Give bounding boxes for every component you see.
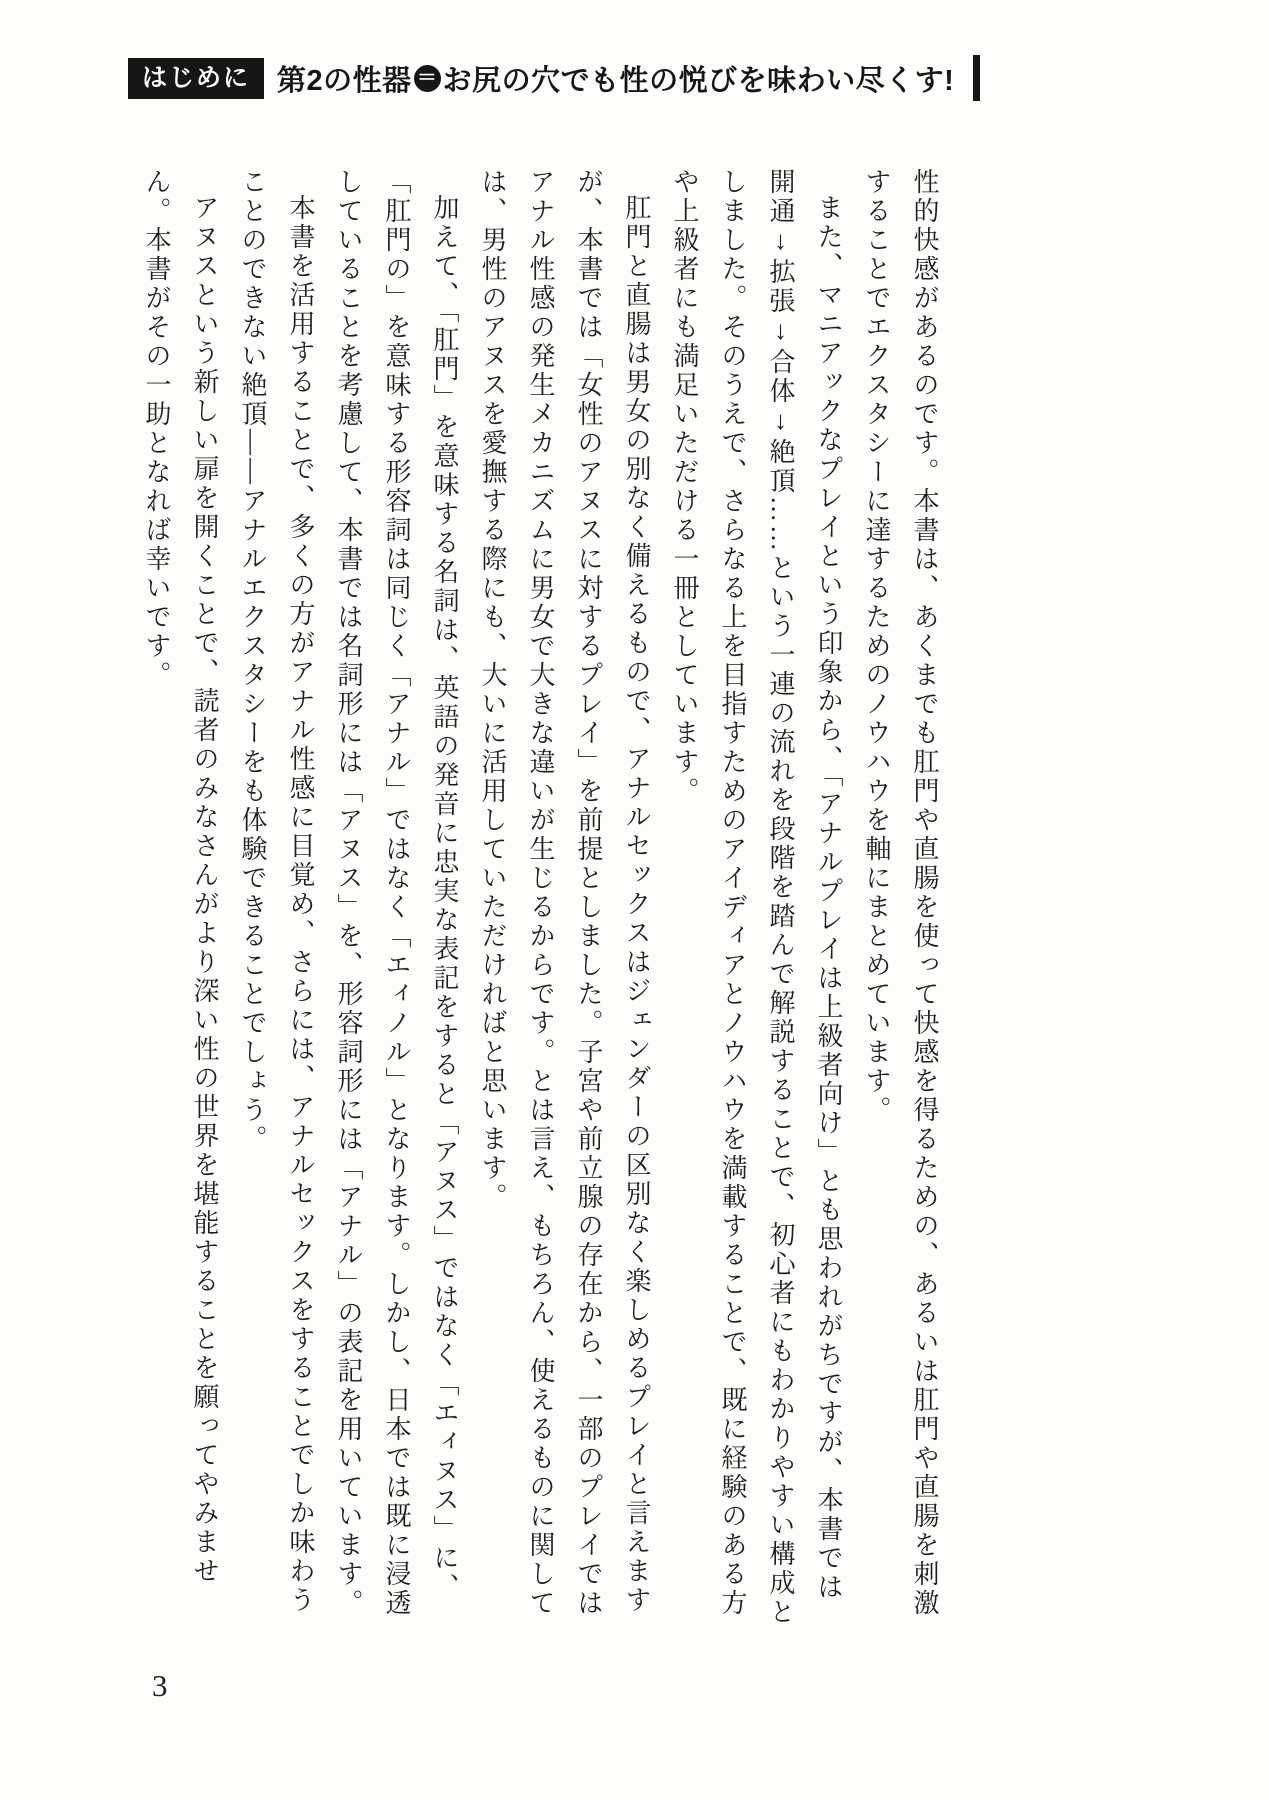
- paragraph: アヌスという新しい扉を開くことで、読者のみなさんがより深い性の世界を堪能することを願ってやみません。本書がその一助となれば幸いです。: [142, 168, 219, 1586]
- chapter-header: [128, 54, 980, 102]
- paragraph: また、マニアックなプレイという印象から、「アナルプレイは上級者向け」とも思われがちですが、本書では開通↓拡張↓合体↓絶頂……という一連の流れを段階を踏んで解説することで、初心者にもわかりやすい構成としました。そのうえで、さらなる上を目指すためのアイディアとノウハウを満載することで、既に経験のある方や上級者にも満足いただける一冊としています。: [670, 168, 843, 1627]
- paragraph: 肛門と直腸は男女の別なく備えるもので、アナルセックスはジェンダーの区別なく楽しめるプレイと言えますが、本書では「女性のアヌスに対するプレイ」を前提としました。子宮や前立腺の存在から、一部のプレイではアナル性感の発生メカニズムに男女で大きな違いが生じるからです。とは言え、もちろん、使えるものに関しては、男性のアヌスを愛撫する際にも、大いに活用していただければと思います。: [478, 168, 651, 1618]
- paragraph: 加えて、「肛門」を意味する名詞は、英語の発音に忠実な表記をすると「アヌス」ではなく「エィヌス」に、「肛門の」を意味する形容詞は同じく「アナル」ではなく「エィノル」となります。しかし、日本では既に浸透していることを考慮して、本書では名詞形には「アヌス」を、形容詞形には「アナル」の表記を用いています。: [334, 168, 459, 1618]
- paragraph: 本書を活用することで、多くの方がアナル性感に目覚め、さらには、アナルセックスをすることでしか味わうことのできない絶頂——アナルエクスタシーをも体験できることでしょう。: [238, 168, 315, 1615]
- page-title-suffix: お尻の穴でも性の悦びを味わい尽くす!: [442, 64, 955, 97]
- title-end-bar: [973, 55, 980, 101]
- paragraph: 性的快感があるのです。本書は、あくまでも肛門や直腸を使って快感を得るための、あるいは肛門や直腸を刺激することでエクスタシーに達するためのノウハウを軸にまとめています。: [862, 168, 939, 1618]
- section-label: はじめに: [128, 58, 264, 99]
- circled-equals-icon: ＝: [414, 65, 441, 92]
- page-title-prefix: 第2の性器: [277, 64, 412, 97]
- body-text: [130, 168, 948, 1630]
- page-title: [277, 58, 954, 99]
- page-number: 3: [152, 1668, 168, 1703]
